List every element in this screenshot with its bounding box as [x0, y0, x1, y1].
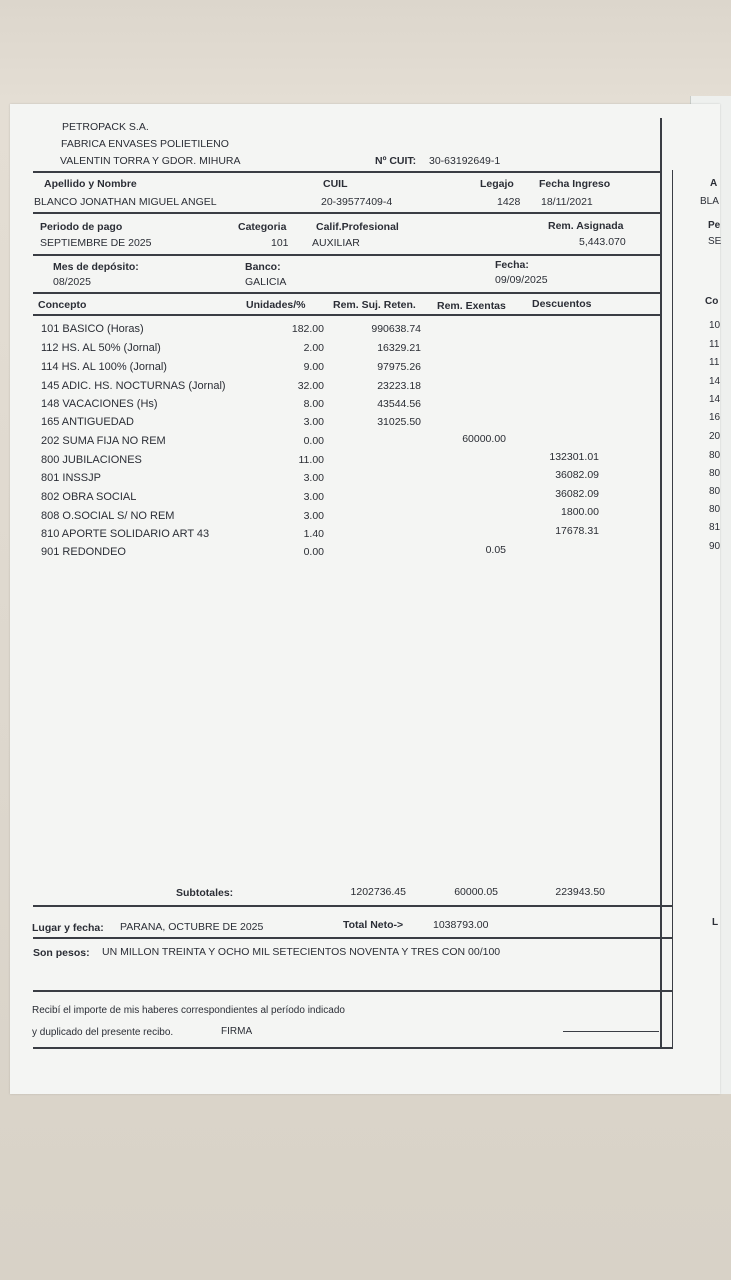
row-exentas: 60000.00	[462, 433, 506, 445]
lugar-label: Lugar y fecha:	[32, 922, 104, 934]
row-rem: 43544.56	[377, 398, 421, 410]
name-label: Apellido y Nombre	[44, 178, 137, 190]
row-concepto: 148 VACACIONES (Hs)	[41, 398, 158, 410]
company-address: VALENTIN TORRA Y GDOR. MIHURA	[60, 155, 241, 167]
row-unidades: 32.00	[297, 380, 324, 392]
col-rem-exentas: Rem. Exentas	[437, 300, 506, 312]
divider	[33, 314, 661, 316]
col-unidades: Unidades/%	[246, 299, 306, 311]
subtotals-label: Subtotales:	[176, 887, 234, 899]
neto-value: 1038793.00	[433, 919, 489, 931]
row-rem: 97975.26	[377, 361, 421, 373]
row-rem: 31025.50	[377, 416, 421, 428]
divider	[33, 171, 661, 173]
employee-name: BLANCO JONATHAN MIGUEL ANGEL	[34, 196, 217, 208]
row-unidades: 3.00	[303, 472, 324, 484]
edge-text: 90	[709, 541, 721, 552]
edge-text: 80	[709, 504, 721, 515]
row-concepto: 800 JUBILACIONES	[41, 454, 142, 466]
edge-text: 10	[709, 320, 721, 331]
row-concepto: 145 ADIC. HS. NOCTURNAS (Jornal)	[41, 380, 226, 392]
edge-text: 80	[709, 486, 721, 497]
divider	[33, 254, 661, 256]
edge-text: SE	[708, 236, 722, 247]
legajo-label: Legajo	[480, 178, 514, 190]
row-unidades: 182.00	[291, 323, 324, 335]
col-rem-suj: Rem. Suj. Reten.	[333, 299, 416, 311]
row-concepto: 802 OBRA SOCIAL	[41, 491, 137, 503]
divider	[33, 905, 673, 907]
divider	[33, 937, 673, 939]
divider	[33, 292, 661, 294]
pesos-label: Son pesos:	[33, 947, 90, 959]
edge-text: Pe	[708, 220, 721, 231]
divider	[33, 990, 673, 992]
neto-label: Total Neto->	[343, 919, 404, 931]
lugar-value: PARANA, OCTUBRE DE 2025	[120, 921, 264, 933]
categoria-label: Categoria	[238, 221, 287, 233]
edge-text: 80	[709, 450, 721, 461]
row-unidades: 2.00	[303, 342, 324, 354]
row-concepto: 801 INSSJP	[41, 472, 101, 484]
company-name: PETROPACK S.A.	[62, 121, 149, 133]
row-unidades: 0.00	[303, 435, 324, 447]
row-exentas: 0.05	[485, 544, 506, 556]
categoria-value: 101	[271, 237, 289, 249]
recibi-line-2: y duplicado del presente recibo.	[32, 1027, 174, 1038]
cuil-value: 20-39577409-4	[321, 196, 393, 208]
fecha-label: Fecha:	[495, 259, 529, 271]
divider	[33, 1047, 673, 1049]
row-unidades: 3.00	[303, 416, 324, 428]
ingreso-value: 18/11/2021	[541, 196, 593, 208]
edge-text: BLA	[700, 196, 719, 207]
edge-text: 20	[709, 431, 721, 442]
col-descuentos: Descuentos	[532, 298, 592, 310]
edge-text: 11	[709, 357, 720, 368]
row-descuentos: 36082.09	[555, 469, 599, 481]
row-rem: 16329.21	[377, 342, 421, 354]
edge-text: 11	[709, 339, 720, 350]
row-rem: 990638.74	[371, 323, 421, 335]
subtotal-exentas: 60000.05	[454, 886, 498, 898]
row-concepto: 901 REDONDEO	[41, 546, 126, 558]
row-concepto: 202 SUMA FIJA NO REM	[41, 435, 166, 447]
row-concepto: 114 HS. AL 100% (Jornal)	[41, 361, 167, 373]
row-unidades: 1.40	[303, 528, 324, 540]
row-unidades: 11.00	[298, 454, 324, 466]
mes-deposito-label: Mes de depósito:	[53, 261, 139, 273]
rem-asignada-label: Rem. Asignada	[548, 220, 624, 232]
edge-text: 80	[709, 468, 721, 479]
signature-line	[563, 1031, 659, 1032]
calif-value: AUXILIAR	[312, 237, 360, 249]
company-activity: FABRICA ENVASES POLIETILENO	[61, 138, 229, 150]
row-unidades: 3.00	[303, 510, 324, 522]
edge-text: 14	[709, 376, 721, 387]
row-unidades: 8.00	[303, 398, 324, 410]
row-concepto: 808 O.SOCIAL S/ NO REM	[41, 510, 175, 522]
mes-deposito-value: 08/2025	[53, 276, 91, 288]
divider	[33, 212, 661, 214]
cuit-value: 30-63192649-1	[429, 155, 501, 167]
banco-label: Banco:	[245, 261, 281, 273]
calif-label: Calif.Profesional	[316, 221, 399, 233]
edge-text: Co	[705, 296, 719, 307]
row-concepto: 101 BASICO (Horas)	[41, 323, 144, 335]
firma-label: FIRMA	[221, 1026, 253, 1037]
edge-text: 16	[709, 412, 721, 423]
edge-text: A	[710, 178, 718, 189]
row-unidades: 3.00	[303, 491, 324, 503]
row-unidades: 0.00	[303, 546, 324, 558]
cuil-label: CUIL	[323, 178, 348, 190]
cuit-label: Nº CUIT:	[375, 155, 417, 167]
row-concepto: 165 ANTIGUEDAD	[41, 416, 134, 428]
pesos-value: UN MILLON TREINTA Y OCHO MIL SETECIENTOS NOVENTA Y TRES CON 00/100	[102, 946, 501, 958]
edge-text: L	[712, 917, 719, 928]
row-concepto: 810 APORTE SOLIDARIO ART 43	[41, 528, 210, 540]
row-descuentos: 1800.00	[561, 506, 599, 518]
edge-text: 81	[709, 522, 721, 533]
edge-text: 14	[709, 394, 721, 405]
row-rem: 23223.18	[377, 380, 421, 392]
row-descuentos: 132301.01	[549, 451, 599, 463]
row-concepto: 112 HS. AL 50% (Jornal)	[41, 342, 161, 354]
recibi-line-1: Recibí el importe de mis haberes correspondientes al período indicado	[32, 1005, 345, 1016]
legajo-value: 1428	[497, 196, 521, 208]
row-unidades: 9.00	[303, 361, 324, 373]
row-descuentos: 17678.31	[555, 525, 599, 537]
subtotal-descuentos: 223943.50	[555, 886, 605, 898]
row-descuentos: 36082.09	[555, 488, 599, 500]
subtotal-rem: 1202736.45	[350, 886, 406, 898]
ingreso-label: Fecha Ingreso	[539, 178, 611, 190]
fecha-value: 09/09/2025	[495, 274, 548, 286]
period-label: Periodo de pago	[40, 221, 123, 233]
col-concepto: Concepto	[38, 299, 87, 311]
rem-asignada-value: 5,443.070	[579, 236, 626, 248]
period-value: SEPTIEMBRE DE 2025	[40, 237, 152, 249]
right-border-2	[672, 170, 673, 1048]
banco-value: GALICIA	[245, 276, 287, 288]
right-border	[660, 118, 662, 1048]
